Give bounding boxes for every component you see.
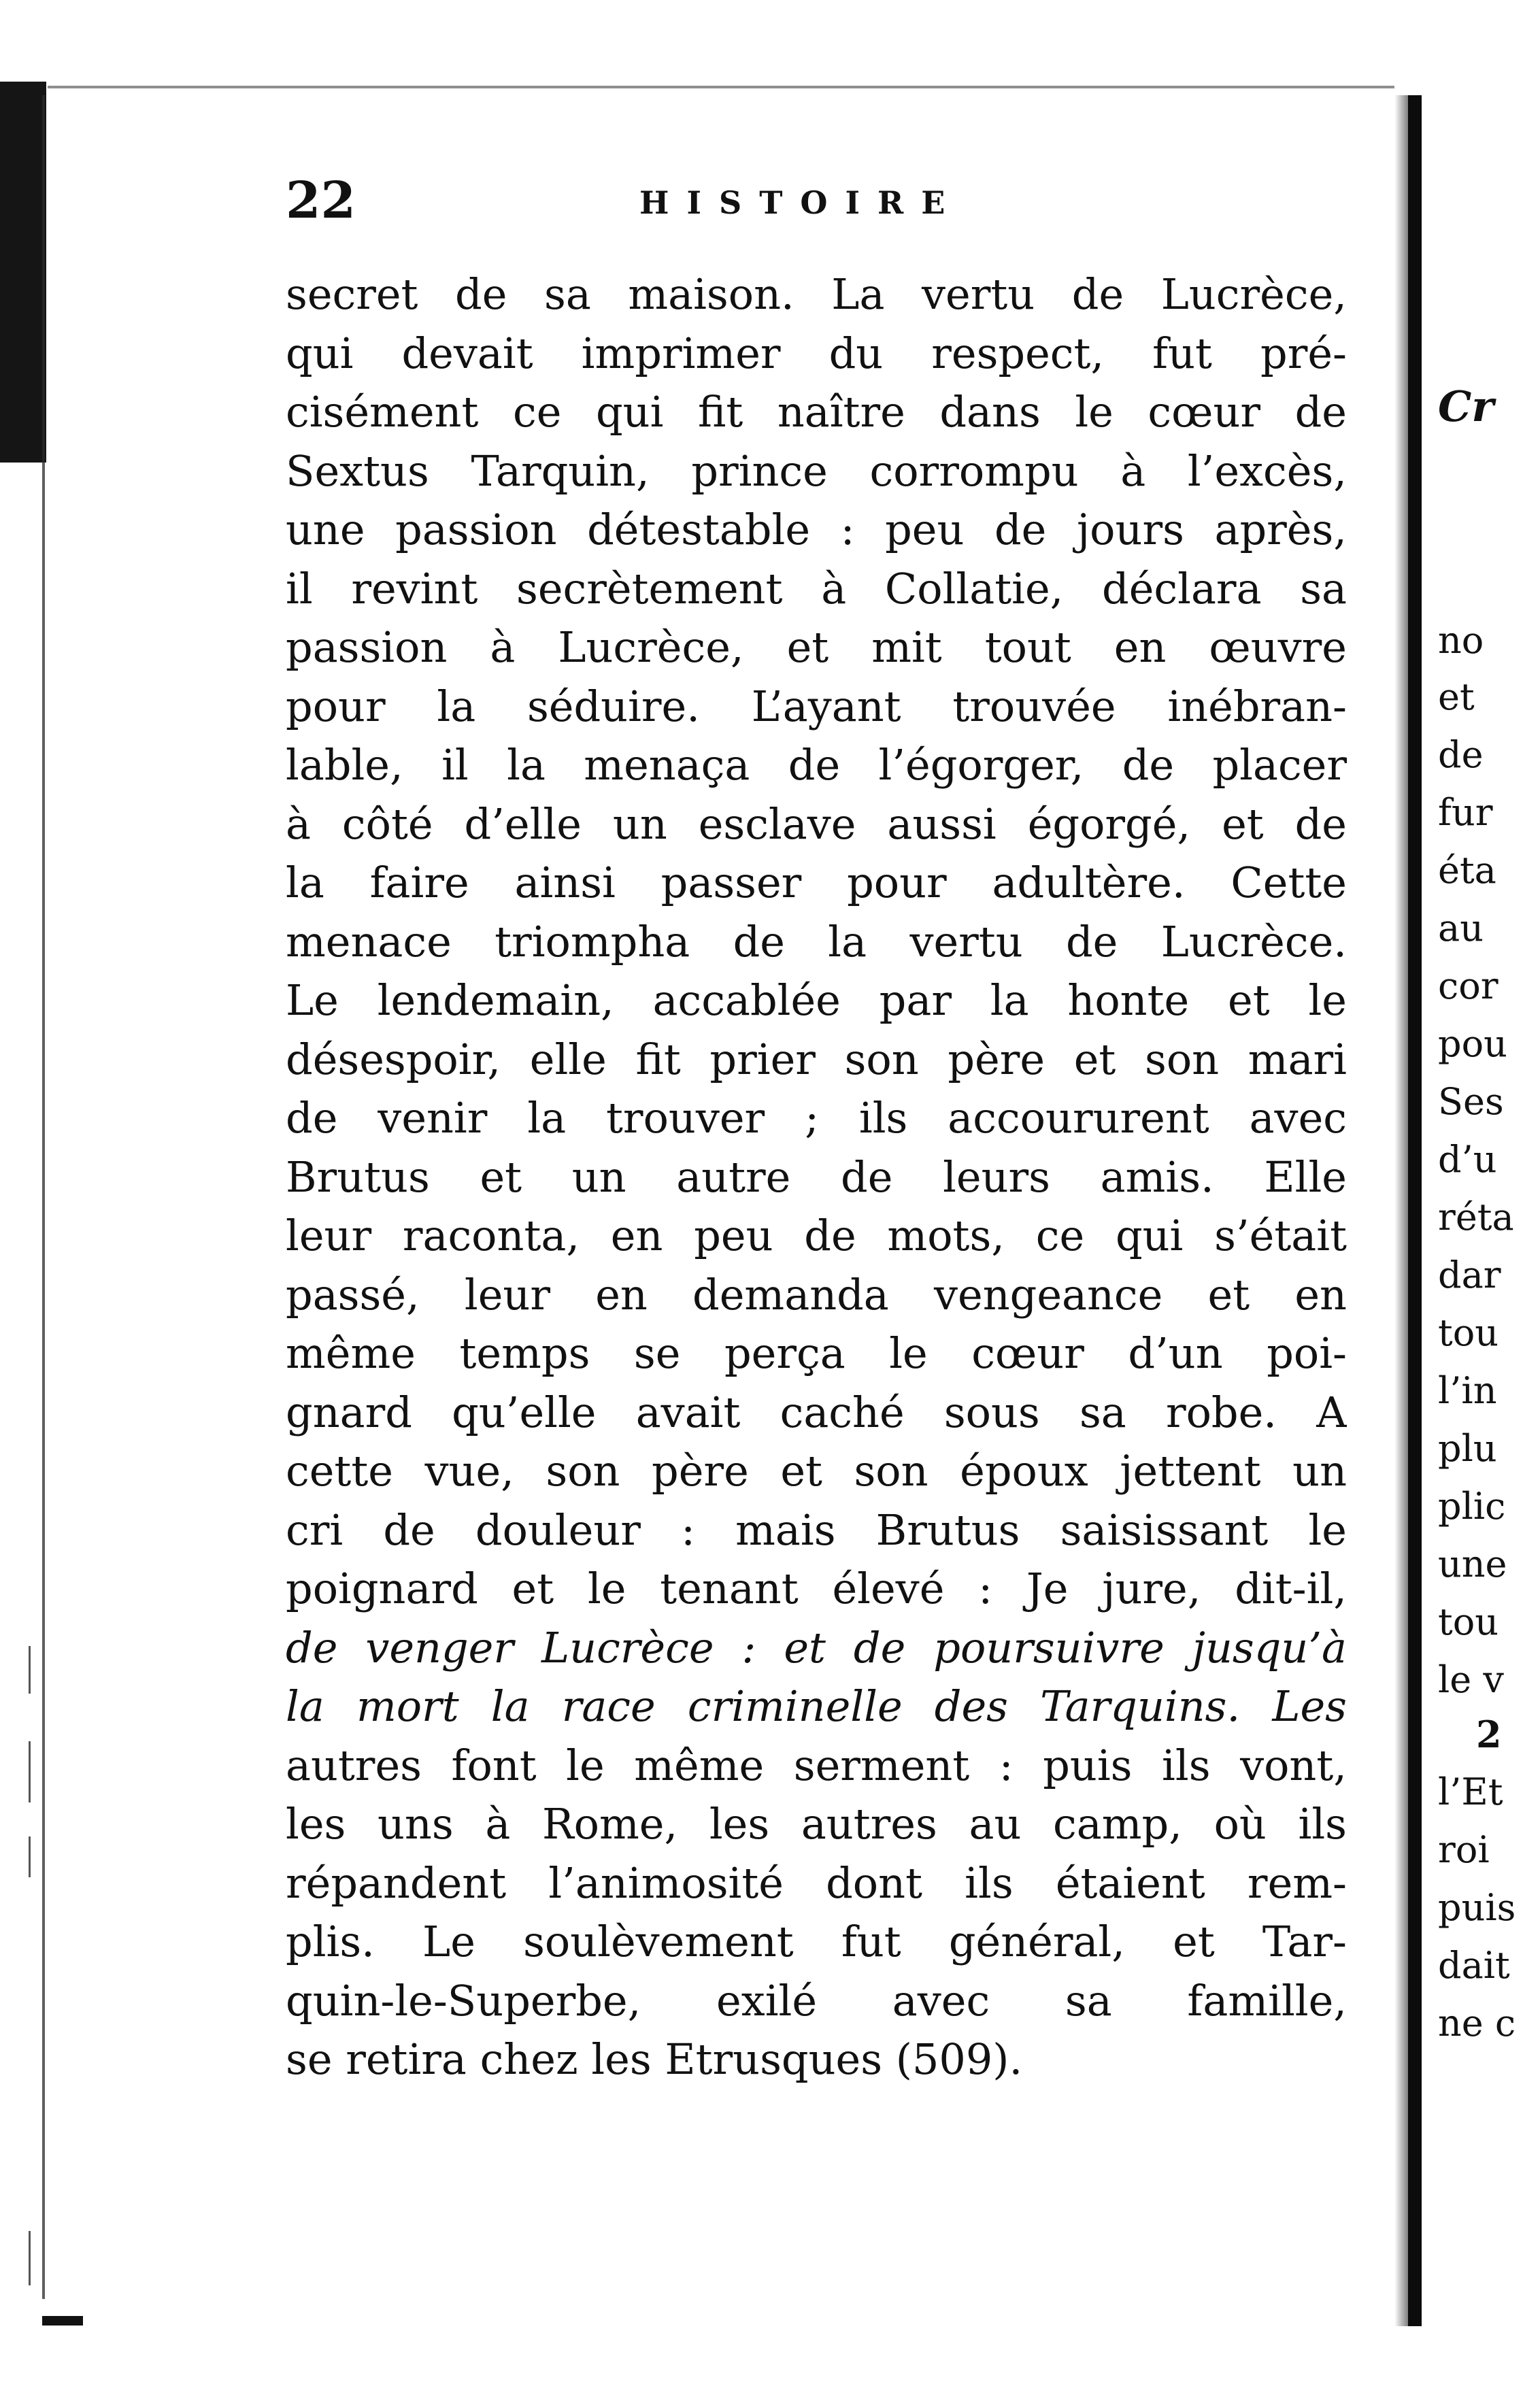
text-line: pour la séduire. L’ayant trouvée inébran-: [286, 681, 1347, 731]
text-line: une passion détestable : peu de jours après,: [286, 505, 1347, 554]
facing-page-word: plu: [1438, 1427, 1497, 1470]
facing-page-word: dar: [1438, 1254, 1501, 1296]
text-line: désespoir, elle fit prier son père et son mari: [286, 1034, 1347, 1084]
text-line: menace triompha de la vertu de Lucrèce.: [286, 916, 1347, 967]
margin-tick: [29, 1741, 31, 1802]
text-line: quin-le-Superbe, exilé avec sa famille,: [286, 1975, 1347, 2026]
facing-page-fragment: [1435, 0, 1540, 2384]
margin-tick: [29, 2231, 31, 2285]
text-line: Brutus et un autre de leurs amis. Elle: [286, 1152, 1347, 1202]
text-line: qui devait imprimer du respect, fut pré-: [286, 328, 1347, 378]
facing-page-word: Cr: [1438, 382, 1494, 431]
text-line: lable, il la menaça de l’égorger, de placer: [286, 740, 1347, 790]
facing-page-word: de: [1438, 733, 1484, 776]
facing-page-word: 2: [1476, 1713, 1502, 1756]
facing-page-word: dait: [1438, 1944, 1510, 1987]
facing-page-word: roi: [1438, 1828, 1490, 1871]
page-number: 22: [286, 171, 356, 230]
facing-page-word: une: [1438, 1543, 1507, 1585]
text-line: Sextus Tarquin, prince corrompu à l’excès,: [286, 446, 1347, 496]
facing-page-word: d’u: [1438, 1138, 1497, 1181]
page-left-edge: [42, 95, 45, 2299]
text-line: passé, leur en demanda vengeance et en: [286, 1269, 1347, 1320]
text-line: se retira chez les Etrusques (509).: [286, 2034, 1023, 2084]
body-text: [286, 265, 1347, 2089]
page-bottom-mark: [42, 2316, 83, 2326]
text-line: passion à Lucrèce, et mit tout en œuvre: [286, 622, 1347, 672]
text-line: cisément ce qui fit naître dans le cœur de: [286, 387, 1347, 437]
text-line: Le lendemain, accablée par la honte et le: [286, 975, 1347, 1025]
text-line: il revint secrètement à Collatie, déclara sa: [286, 563, 1347, 614]
facing-page-word: no: [1438, 619, 1484, 662]
binding-gutter-shadow: [1394, 95, 1409, 2326]
binding-gutter: [1408, 95, 1422, 2326]
margin-tick: [29, 1646, 31, 1694]
facing-page-word: au: [1438, 907, 1484, 950]
text-line: poignard et le tenant élevé : Je jure, dit-il,: [286, 1564, 1347, 1613]
margin-tick: [29, 1836, 31, 1877]
text-line: de venger Lucrèce : et de poursuivre jusqu’à: [286, 1622, 1347, 1673]
facing-page-word: le v: [1438, 1658, 1504, 1701]
text-line: la faire ainsi passer pour adultère. Cette: [286, 858, 1347, 907]
facing-page-word: éta: [1438, 849, 1496, 892]
facing-page-word: et: [1438, 675, 1475, 718]
facing-page-word: plic: [1438, 1485, 1506, 1528]
running-title: HISTOIRE: [639, 184, 963, 221]
facing-page-word: tou: [1438, 1600, 1499, 1643]
text-line: leur raconta, en peu de mots, ce qui s’était: [286, 1211, 1347, 1260]
text-line: répandent l’animosité dont ils étaient rem-: [286, 1858, 1347, 1908]
facing-page-word: Ses: [1438, 1080, 1504, 1123]
facing-page-word: cor: [1438, 964, 1499, 1007]
text-line: les uns à Rome, les autres au camp, où ils: [286, 1799, 1347, 1849]
scan-edge-shadow-left: [0, 82, 46, 463]
text-line: plis. Le soulèvement fut général, et Tar-: [286, 1917, 1347, 1966]
page-top-edge: [48, 86, 1394, 88]
text-line: la mort la race criminelle des Tarquins. Les: [286, 1681, 1347, 1731]
facing-page-word: tou: [1438, 1311, 1499, 1354]
facing-page-word: fur: [1438, 791, 1493, 834]
text-line: autres font le même serment : puis ils vont,: [286, 1740, 1347, 1790]
facing-page-word: puis: [1438, 1886, 1516, 1929]
running-head: [286, 170, 1347, 231]
facing-page-word: ne c: [1438, 2002, 1516, 2045]
facing-page-word: pou: [1438, 1022, 1507, 1065]
text-line: cette vue, son père et son époux jettent un: [286, 1446, 1347, 1496]
text-line: de venir la trouver ; ils accoururent avec: [286, 1093, 1347, 1143]
facing-page-word: réta: [1438, 1196, 1514, 1239]
text-line: gnard qu’elle avait caché sous sa robe. A: [286, 1387, 1347, 1437]
facing-page-word: l’in: [1438, 1369, 1497, 1412]
text-line: à côté d’elle un esclave aussi égorgé, et de: [286, 799, 1347, 849]
text-line: même temps se perça le cœur d’un poi-: [286, 1328, 1347, 1378]
text-line: secret de sa maison. La vertu de Lucrèce,: [286, 269, 1347, 319]
facing-page-word: l’Et: [1438, 1770, 1503, 1813]
text-line: cri de douleur : mais Brutus saisissant le: [286, 1505, 1347, 1555]
